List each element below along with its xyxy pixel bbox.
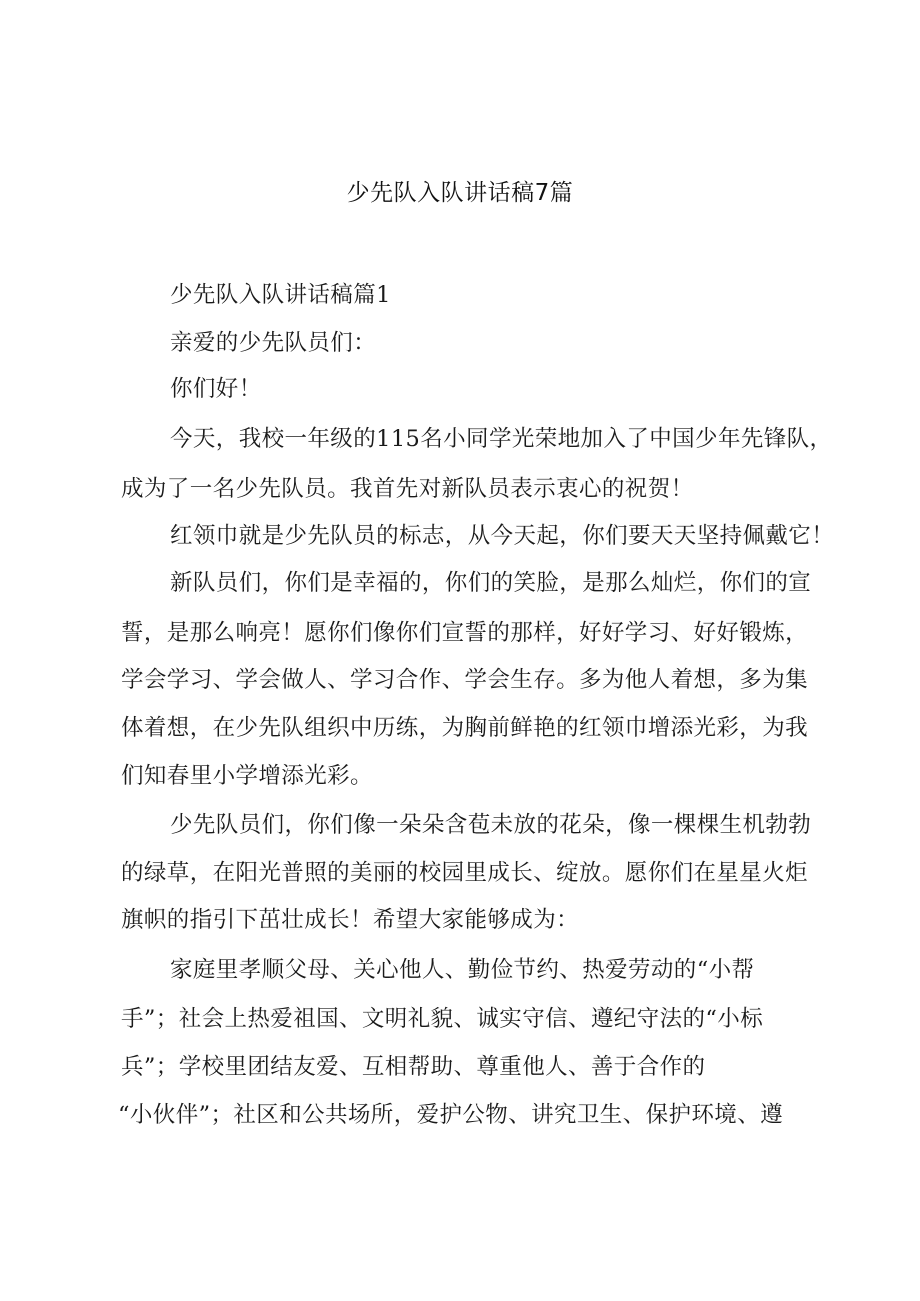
- greeting: 你们好！: [170, 376, 262, 402]
- paragraph-line: 红领巾就是少先队员的标志，从今天起，你们要天天坚持佩戴它！: [170, 523, 835, 549]
- paragraph-line: 的绿草，在阳光普照的美丽的校园里成长、绽放。愿你们在星星火炬: [121, 860, 809, 886]
- paragraph-line: “小伙伴”；社区和公共场所，爱护公物、讲究卫生、保护环境、遵: [118, 1102, 784, 1128]
- salutation: 亲爱的少先队员们：: [170, 330, 377, 356]
- paragraph-line: 手”；社会上热爱祖国、文明礼貌、诚实守信、遵纪守法的“小标: [121, 1006, 764, 1032]
- paragraph-line: 旗帜的指引下茁壮成长！希望大家能够成为：: [121, 907, 580, 933]
- paragraph-line: 今天，我校一年级的115名小同学光荣地加入了中国少年先锋队，: [170, 426, 833, 452]
- paragraph-line: 少先队员们，你们像一朵朵含苞未放的花朵，像一棵棵生机勃勃: [170, 812, 812, 838]
- document-title: 少先队入队讲话稿7篇: [346, 180, 574, 206]
- paragraph-line: 兵”；学校里团结友爱、互相帮助、尊重他人、善于合作的: [121, 1054, 706, 1080]
- paragraph-line: 体着想，在少先队组织中历练，为胸前鲜艳的红领巾增添光彩，为我: [121, 715, 809, 741]
- paragraph-line: 们知春里小学增添光彩。: [121, 763, 373, 789]
- paragraph-line: 家庭里孝顺父母、关心他人、勤俭节约、热爱劳动的“小帮: [170, 957, 755, 983]
- paragraph-line: 誓，是那么响亮！愿你们像你们宣誓的那样，好好学习、好好锻炼，: [121, 620, 809, 646]
- paragraph-line: 成为了一名少先队员。我首先对新队员表示衷心的祝贺！: [121, 476, 694, 502]
- paragraph-line: 学会学习、学会做人、学习合作、学会生存。多为他人着想，多为集: [121, 667, 809, 693]
- paragraph-line: 新队员们，你们是幸福的，你们的笑脸，是那么灿烂，你们的宣: [170, 570, 812, 596]
- section-heading: 少先队入队讲话稿篇1: [170, 282, 391, 308]
